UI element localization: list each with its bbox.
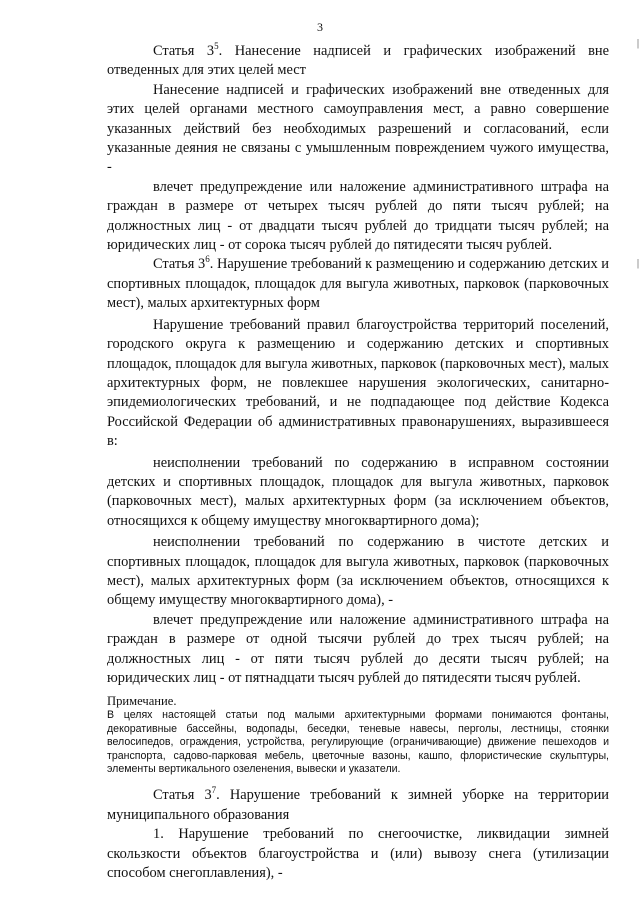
note-text: В целях настоящей статьи под малыми архитектурными формами понимаются фонтаны, декоративные бассейны, водопады, беседки, теневые навесы, перголы, лестницы, стоянки велосипедов, ограждения, устройства, регулирующие (ограничивающие) движение пешеходов и транспорта, садово-парковая мебель, цветочные вазоны, кашпо, флористические скульптуры, элементы вертикального озеленения, вывески и указатели.	[107, 709, 609, 776]
article-3-7-paragraph: 1. Нарушение требований по снегоочистке, ликвидации зимней скользкости объектов благоустройства и (или) вывозу снега (утилизации способом снегоплавления), -	[107, 826, 609, 882]
article-3-6-paragraph: Нарушение требований правил благоустройства территорий поселений, городского округа к размещению и содержанию детских и спортивных площадок, площадок для выгула животных, парковок (парковочных мест), малых архитектурных форм, не повлекшее нарушения экологических, санитарно-эпидемиологических требований, и не подпадающее под действие Кодекса Российской Федерации об административных правонарушениях, выразившееся в:	[107, 316, 609, 450]
page-edge-mark: |	[636, 258, 639, 269]
page-edge-mark: |	[636, 38, 639, 49]
article-3-5-title: Статья $3^5$. Нанесение надписей и графических изображений вне отведенных для этих целей мест	[107, 41, 609, 79]
article-3-6-title: Статья $3^6$. Нарушение требований к размещению и содержанию детских и спортивных площадок, площадок для выгула животных, парковок (парковочных мест), малых архитектурных форм	[107, 254, 610, 312]
article-3-5-penalty: влечет предупреждение или наложение административного штрафа на граждан в размере от четырех тысяч рублей до пяти тысяч рублей; на должностных лиц - от двадцати тысяч рублей до тридцати тысяч рублей; на юридических лиц - от сорока тысяч рублей до пятидесяти тысяч рублей.	[107, 178, 609, 254]
article-3-6-item: неисполнении требований по содержанию в исправном состоянии детских и спортивных площадок, площадок для выгула животных, парковок (парковочных мест), малых архитектурных форм (за исключением объектов, относящихся к общему имуществу многоквартирного дома);	[107, 454, 609, 529]
page-number: 3	[317, 20, 323, 34]
document-body	[107, 42, 609, 883]
article-3-6-penalty: влечет предупреждение или наложение административного штрафа на граждан в размере от одной тысячи рублей до трех тысяч рублей; на должностных лиц - от пяти тысяч рублей до десяти тысяч рублей; на юридических лиц - от пятнадцати тысяч рублей до пятидесяти тысяч рублей.	[107, 611, 609, 686]
note-heading: Примечание.	[107, 694, 177, 709]
article-3-5-paragraph: Нанесение надписей и графических изображений вне отведенных для этих целей органами местного самоуправления мест, а равно совершение указанных действий без необходимых разрешений и согласований, если указанные деяния не связаны с умышленным повреждением чужого имущества, -	[107, 81, 609, 176]
article-3-6-item: неисполнении требований по содержанию в чистоте детских и спортивных площадок, площадок для выгула животных, парковок (парковочных мест), малых архитектурных форм (за исключением объектов, относящихся к общему имуществу многоквартирного дома), -	[107, 534, 609, 609]
article-3-7-title: Статья $3^7$. Нарушение требований к зимней уборке на территории муниципального образования	[107, 785, 609, 823]
